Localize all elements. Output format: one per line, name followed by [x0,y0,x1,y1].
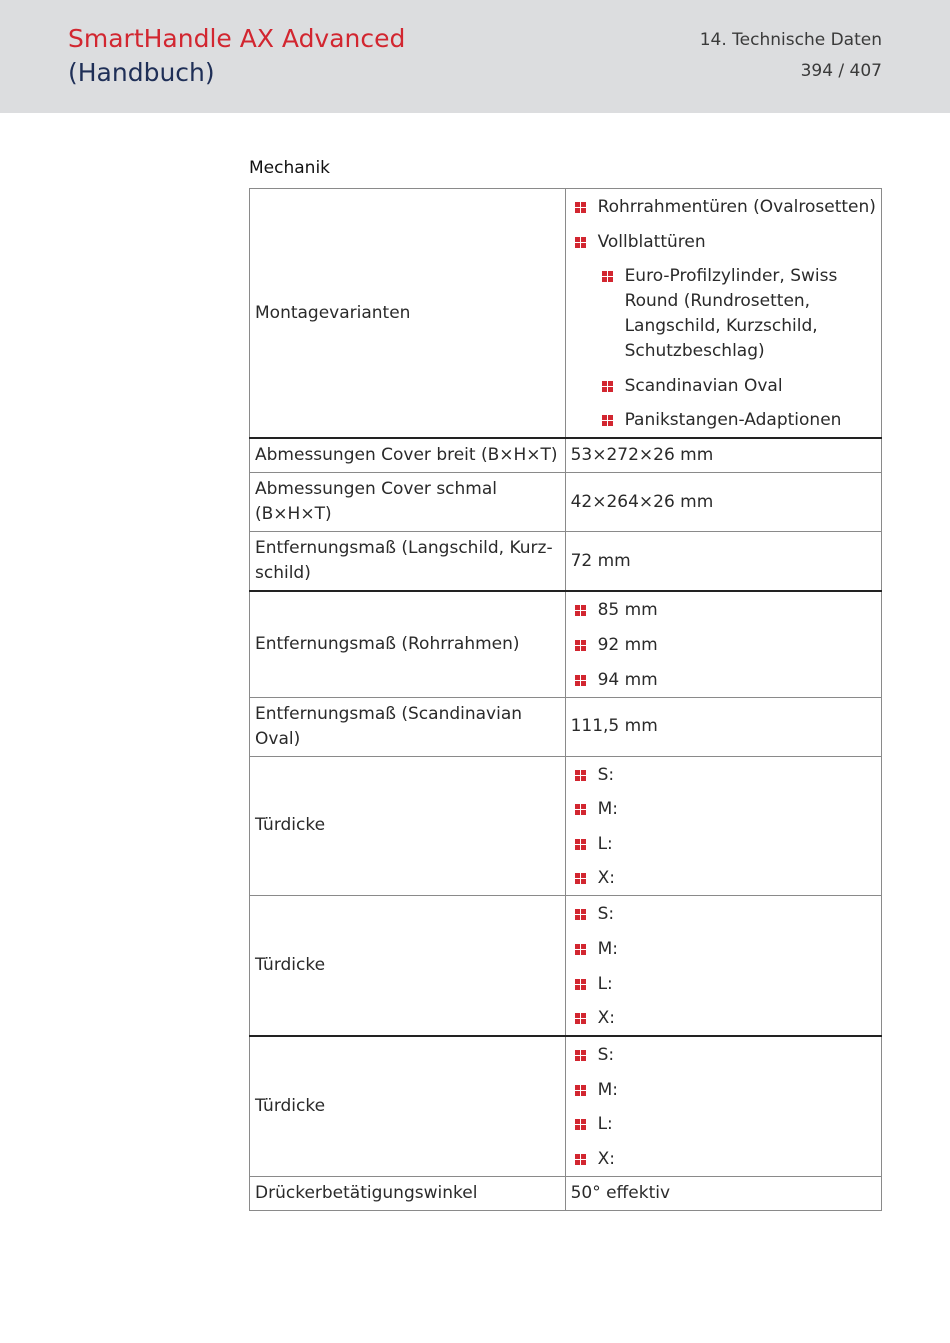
list-item: 92 mm [571,633,876,658]
bullet-list [571,598,876,692]
row-value [565,896,881,1036]
list-item: 94 mm [571,668,876,693]
list-item: M: [571,937,876,962]
spec-table [249,188,882,1211]
row-label: Abmessungen Cover breit (B×H×T) [250,438,566,473]
bullet-icon [602,381,613,392]
bullet-list [571,1043,876,1172]
table-row [250,1036,882,1176]
table-row [250,532,882,592]
list-item: L: [571,832,876,857]
list-item: L: [571,1112,876,1137]
row-value [565,189,881,439]
bullet-icon [575,944,586,955]
list-item: L: [571,972,876,997]
table-row [250,189,882,439]
table-row [250,1176,882,1210]
list-item: X: [571,866,876,891]
bullet-icon [575,237,586,248]
table-row [250,438,882,473]
bullet-icon [575,1154,586,1165]
bullet-icon [575,1119,586,1130]
bullet-list [571,763,876,892]
bullet-icon [575,1050,586,1061]
table-row [250,591,882,697]
row-label: Drückerbetätigungswinkel [250,1176,566,1210]
list-item: X: [571,1147,876,1172]
document-title [68,22,405,90]
bullet-icon [575,640,586,651]
row-label: Entfernungsmaß (Scandinavian Oval) [250,697,566,756]
list-item: M: [571,797,876,822]
list-item: S: [571,902,876,927]
bullet-icon [575,675,586,686]
row-label: Abmessungen Cover schmal (B×H×T) [250,473,566,532]
document-title-line2: (Handbuch) [68,58,215,87]
document-title-line1: SmartHandle AX Advanced [68,24,406,53]
bullet-list [571,902,876,1031]
row-label: Türdicke [250,896,566,1036]
bullet-icon [575,909,586,920]
row-value [565,1036,881,1176]
bullet-icon [575,1085,586,1096]
row-value: 42×264×26 mm [565,473,881,532]
row-label: Montagevarianten [250,189,566,439]
section-title: Mechanik [249,158,331,178]
table-row [250,756,882,896]
page-number: 394 / 407 [800,61,882,81]
list-item: Rohrrahmentüren (Ovalrosetten) [571,195,876,220]
row-value: 111,5 mm [565,697,881,756]
bullet-icon [575,804,586,815]
list-item: Vollblattüren Euro-Profilzylinder, Swiss Round (Rundrosetten, Langschild, Kurzschild, Schutzbeschlag) Scandinavian Oval Panikstangen-Adaptionen [571,230,876,434]
bullet-icon [575,979,586,990]
row-label: Türdicke [250,1036,566,1176]
row-label: Türdicke [250,756,566,896]
table-row [250,473,882,532]
bullet-icon [575,770,586,781]
bullet-icon [575,873,586,884]
list-item: Euro-Profilzylinder, Swiss Round (Rundrosetten, Langschild, Kurzschild, Schutzbeschlag) [598,264,876,364]
table-row [250,697,882,756]
row-value [565,756,881,896]
list-item: Scandinavian Oval [598,374,876,399]
list-item: 85 mm [571,598,876,623]
bullet-list [571,195,876,433]
bullet-icon [575,605,586,616]
bullet-icon [575,202,586,213]
bullet-icon [575,1013,586,1024]
row-label: Entfernungsmaß (Langschild, Kurz-schild) [250,532,566,592]
bullet-icon [602,415,613,426]
row-value: 50° effektiv [565,1176,881,1210]
table-row [250,896,882,1036]
page-header [0,0,950,113]
bullet-icon [575,839,586,850]
chapter-title: 14. Technische Daten [699,30,882,50]
list-item: Panikstangen-Adaptionen [598,408,876,433]
row-value: 72 mm [565,532,881,592]
bullet-icon [602,271,613,282]
list-item: S: [571,763,876,788]
list-item: S: [571,1043,876,1068]
nested-bullet-list [598,264,876,433]
row-value [565,591,881,697]
row-value: 53×272×26 mm [565,438,881,473]
list-item: M: [571,1078,876,1103]
row-label: Entfernungsmaß (Rohrrahmen) [250,591,566,697]
list-item: X: [571,1006,876,1031]
